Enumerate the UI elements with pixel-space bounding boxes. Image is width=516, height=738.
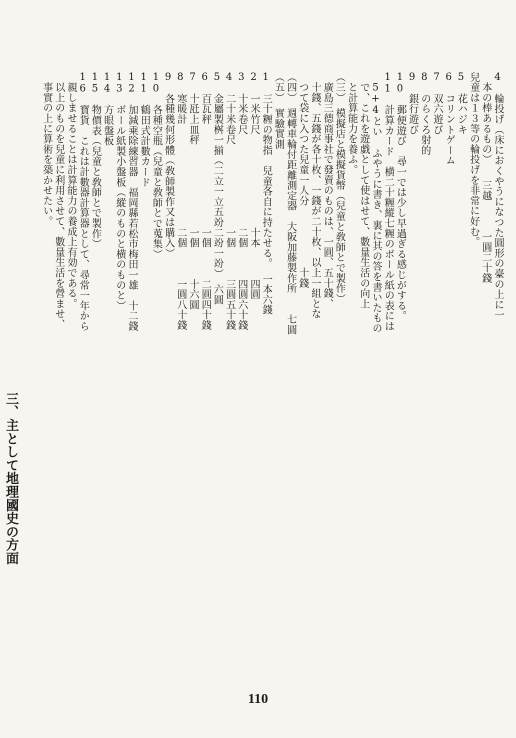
text-column: 十錢、五錢が各十枚、一錢が二十枚、以上一組とな (309, 72, 320, 320)
text-column: 兒童は１３等の輪投げを非常に好む。 (467, 72, 479, 248)
text-column: 12 加減乘除練習器 福岡縣若松市梅田一雄 十二錢 (126, 72, 137, 332)
text-column: 1 三十糎の物指 兒童各自に持たせる。 一本六錢 (260, 72, 272, 316)
text-column: で、これを遊戯として使はせて、數量生活の向上 (357, 72, 369, 309)
text-column: 11 計算カード 横二十糎縱七糎のボール紙の表には (382, 72, 394, 332)
text-column: （三） 模擬店と模擬貨幣（兒童と敎師とで製作） (333, 72, 345, 304)
text-column: 以上のものを兒童に利用させて、數量生活を營ませ、 (52, 72, 64, 330)
text-column: 事實の上に算術を築かせたい。 (40, 72, 52, 227)
text-column: 5 金屬製桝一揃（二立一立五竕二竕一竕） 六圓 (211, 72, 223, 305)
text-column: 4 二十米卷尺 一個 三圓五十錢 (223, 72, 235, 331)
text-column: 15 物價表（兒童と敎師とで製作） (89, 72, 101, 250)
text-column: 9 銀行遊び (406, 72, 418, 135)
text-column: 7 十瓩上皿秤 一個 十六圓 (187, 72, 198, 310)
text-column: 3 十米卷尺 二個 四圓六十錢 (235, 72, 247, 331)
text-column: 11 鶴田式計數カード (138, 72, 150, 188)
text-column: 6 コリントゲーム (443, 72, 455, 166)
text-column: 16 寶貨 これは計數器計算器として、尋常一年から (77, 72, 89, 332)
text-column: 本の棒あるもの） 三越 一圓二十錢 (479, 72, 491, 284)
text-column: 2 一米竹尺 十本 四圓 (248, 72, 259, 300)
text-column: 5+4とい ふやうに書き、裏に其の答を書いたもの (370, 72, 381, 334)
text-column: 廣島三德商事社で發賣のものは、一圓、五十錢、 (321, 72, 333, 309)
text-column: 10 郵便遊び 尋一では少し早過ぎる感じがする。 (394, 72, 406, 322)
text-column: つて袋に入つた兒童一人分 十錢 (296, 72, 308, 289)
text-column: 8 寒暖計 二個 一圓八十錢 (174, 72, 186, 331)
page-number: 110 (247, 692, 269, 707)
text-column: 7 双六遊び (431, 72, 442, 135)
text-column: 親しませることは計算能力の養成上有効である。 (65, 72, 76, 309)
text-column: 8 のらくろ射的 (418, 72, 430, 156)
text-column: 13 ボール紙製小盤板（縱のものと横のものと） (113, 72, 125, 311)
text-column: 4 輪投げ（床におくやうになつた圓形の臺の上に一 (492, 72, 503, 321)
text-column: と計算能力を養ふ。 (345, 72, 357, 175)
section-heading: 三、主として地理國史の方面 (3, 392, 18, 565)
text-column: （五） 實驗實測 (272, 72, 284, 150)
text-column: 9 各種幾何形體（敎師製作又は購入） (162, 72, 174, 259)
text-column: 14 方眼盤板 (101, 72, 113, 147)
text-column: （四） 週轉車輪付距離測定器 大阪加藤製作所 七圓 (284, 72, 296, 335)
text-column: 5 花ハジキ (455, 72, 467, 135)
text-column: 6 百瓦秤 一個 二圓四十錢 (199, 72, 211, 331)
text-column: 10 各種空瓶（兒童と敎師とで蒐集） (150, 72, 162, 260)
